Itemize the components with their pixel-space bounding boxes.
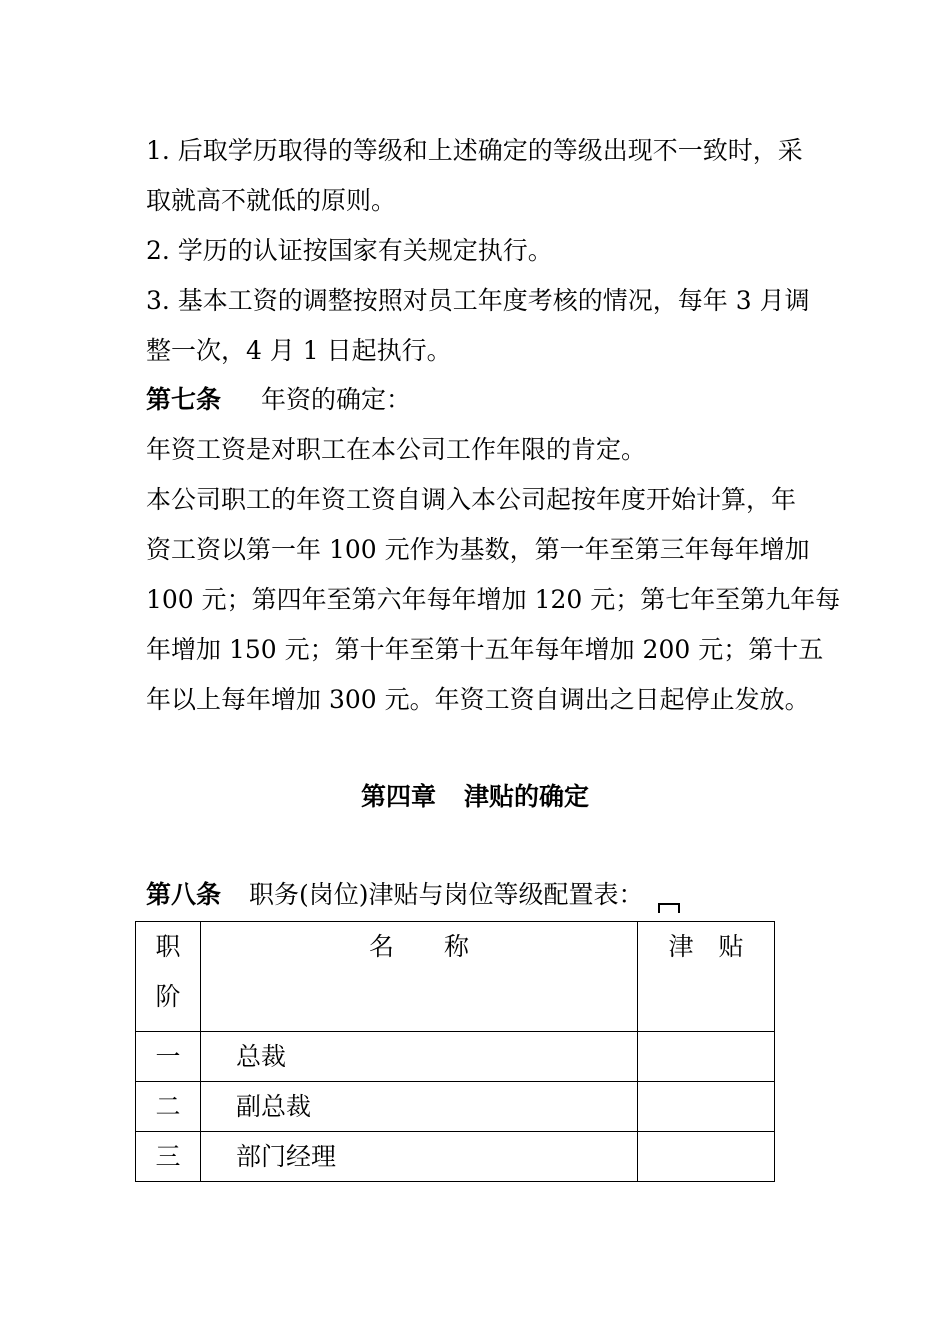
paragraph-1-line-1: 1. 后取学历取得的等级和上述确定的等级出现不一致时，采 [146,136,803,165]
row-level: 二 [136,1082,201,1132]
chapter-heading [0,782,950,812]
paragraph-1-line-2: 取就高不就低的原则。 [146,186,397,215]
row-allowance [638,1132,775,1182]
article-8-heading [146,880,680,913]
row-level: 一 [136,1032,201,1082]
article-8-label: 第八条 [146,880,222,909]
row-name [201,1132,638,1182]
table-row [136,1132,775,1182]
paragraph-3-line-1: 3. 基本工资的调整按照对员工年度考核的情况，每年 3 月调 [146,286,810,315]
chapter-label: 第四章 [360,782,436,811]
paragraph-3-line-2: 整一次，4 月 1 日起执行。 [146,336,452,365]
chapter-title: 津贴的确定 [464,782,590,811]
row-name-text: 部门经理 [236,1142,337,1171]
table-row [136,1032,775,1082]
allowance-table [135,921,775,1182]
header-level [136,922,201,1032]
paragraph-5-line-5: 年以上每年增加 300 元。年资工资自调出之日起停止发放。 [146,685,810,714]
paragraph-5-line-4: 年增加 150 元；第十年至第十五年每年增加 200 元；第十五 [146,635,824,664]
header-level-line-1: 职 [155,932,181,961]
row-name-text: 总裁 [236,1042,287,1071]
row-allowance [638,1082,775,1132]
bracket-mark-icon [658,903,680,913]
row-name [201,1032,638,1082]
row-name [201,1082,638,1132]
header-allowance: 津 贴 [638,922,775,1032]
paragraph-5-line-2: 资工资以第一年 100 元作为基数，第一年至第三年每年增加 [146,535,810,564]
article-7-heading [146,385,411,415]
row-level: 三 [136,1132,201,1182]
table-header-row [136,922,775,1032]
paragraph-5-line-3: 100 元；第四年至第六年每年增加 120 元；第七年至第九年每 [146,585,841,614]
article-7-title: 年资的确定： [261,385,412,414]
row-allowance [638,1032,775,1082]
table-row [136,1082,775,1132]
header-name: 名 称 [201,922,638,1032]
article-7-label: 第七条 [146,385,222,414]
paragraph-5-line-1: 本公司职工的年资工资自调入本公司起按年度开始计算，年 [146,485,797,514]
paragraph-2: 2. 学历的认证按国家有关规定执行。 [146,236,553,265]
paragraph-4: 年资工资是对职工在本公司工作年限的肯定。 [146,435,647,464]
article-8-title: 职务(岗位)津贴与岗位等级配置表： [249,880,644,909]
row-name-text: 副总裁 [236,1092,312,1121]
header-level-line-2: 阶 [155,982,181,1011]
